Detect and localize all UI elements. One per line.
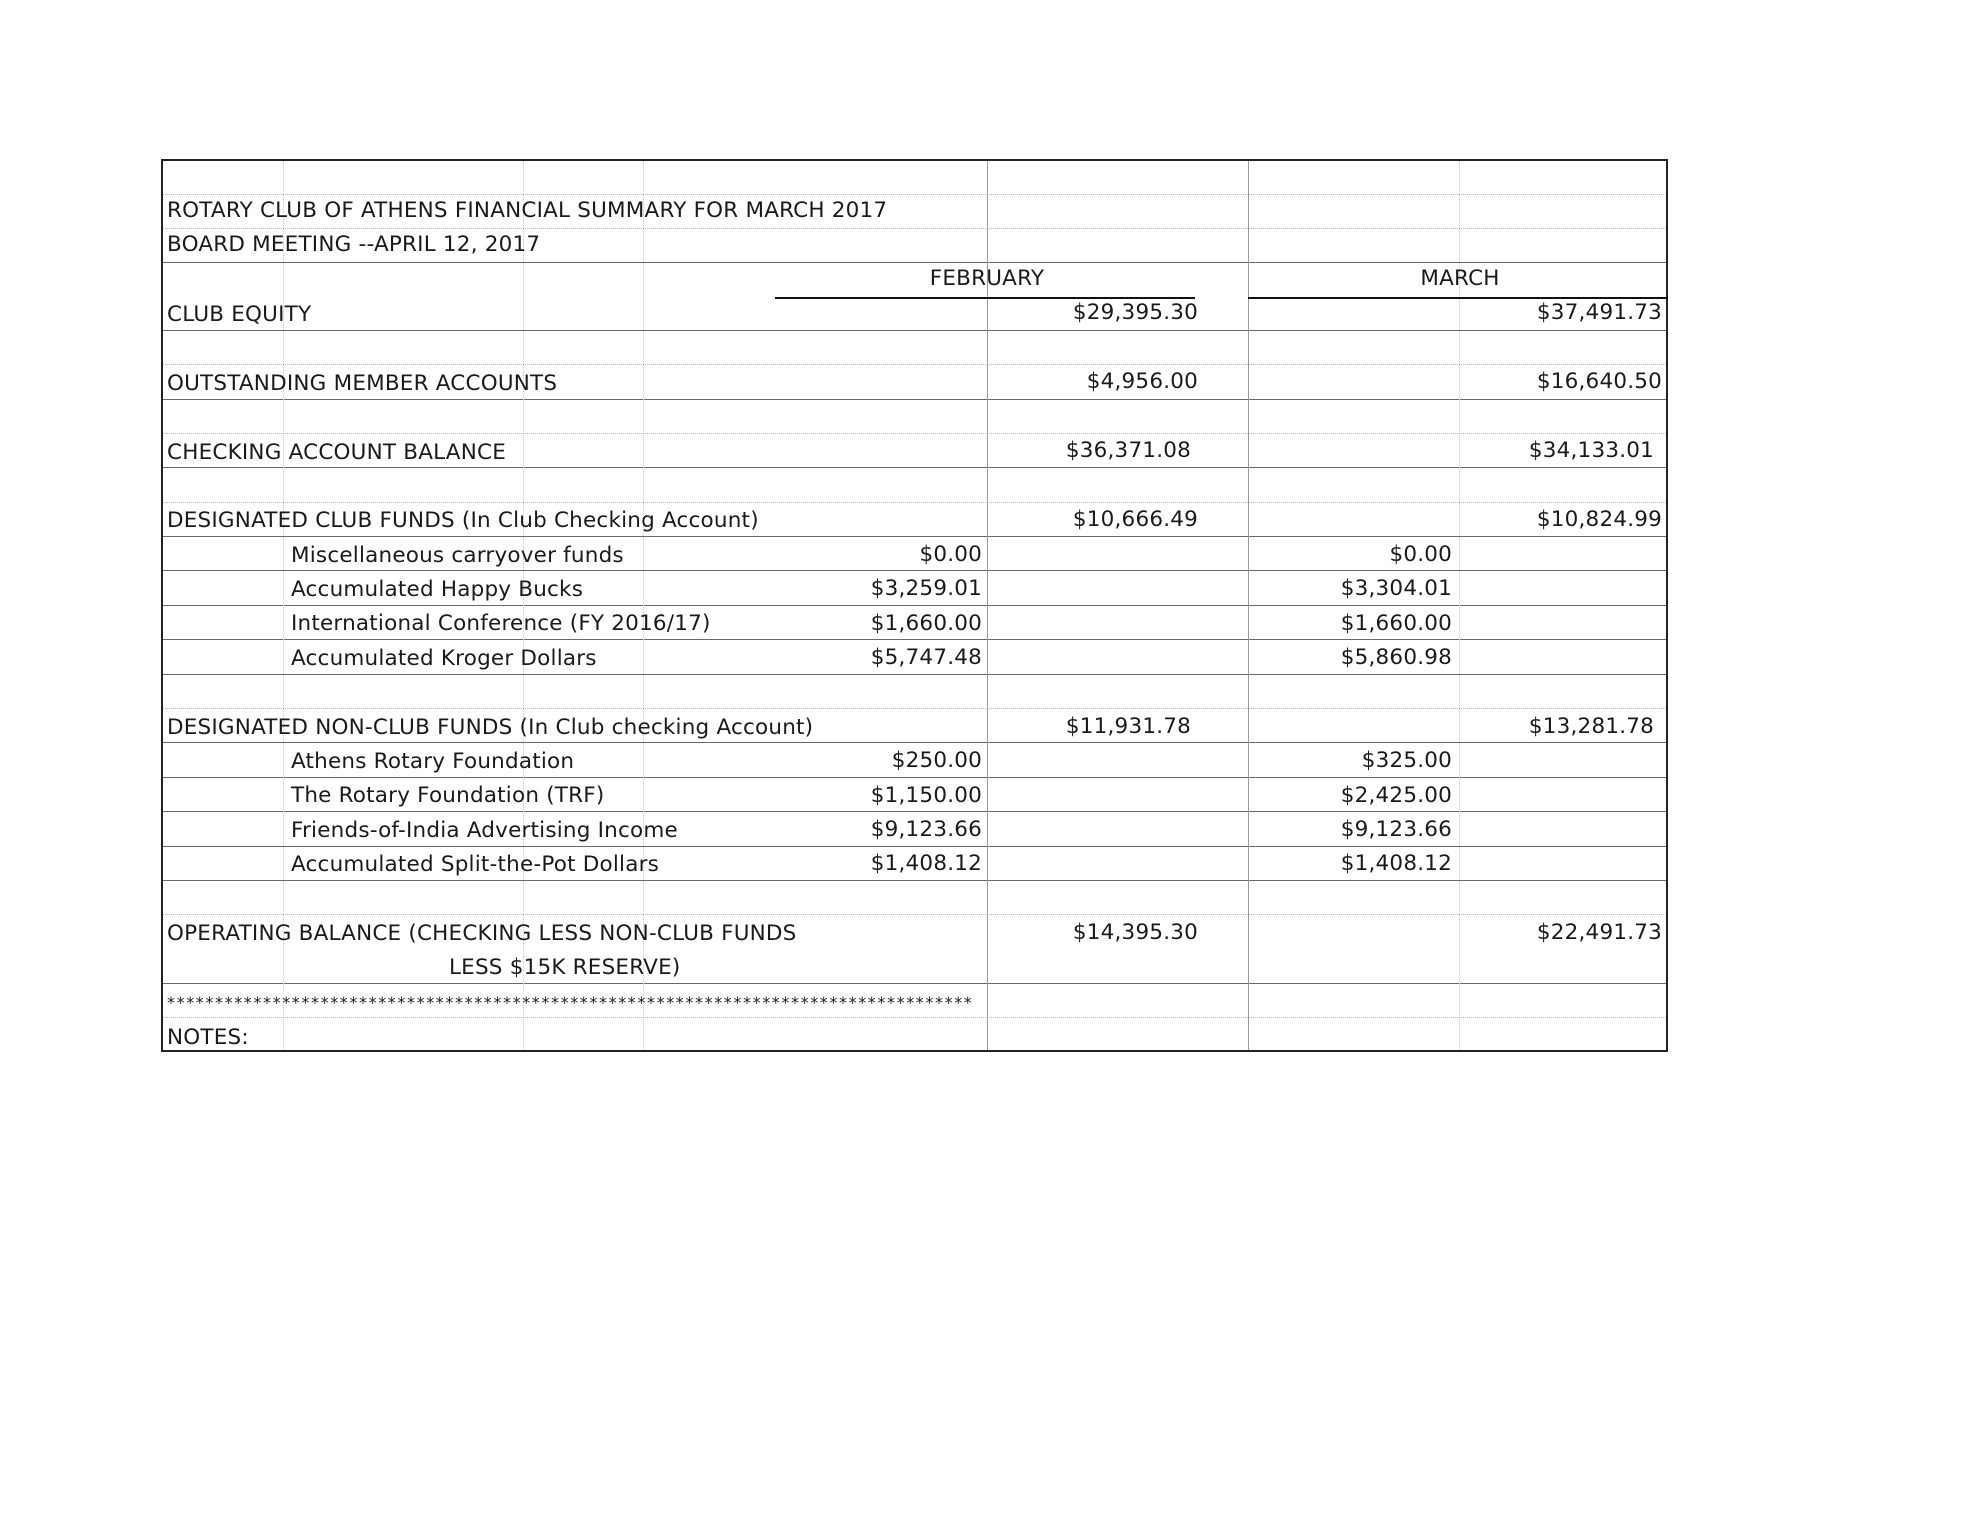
list-item-feb: $1,408.12 — [870, 851, 982, 876]
operating-balance-label-line1: OPERATING BALANCE (CHECKING LESS NON-CLUB FUNDS — [167, 921, 797, 946]
designated-club-label: DESIGNATED CLUB FUNDS (In Club Checking Account) — [167, 508, 759, 533]
checking-balance-label: CHECKING ACCOUNT BALANCE — [167, 440, 506, 465]
list-item-mar: $0.00 — [1389, 542, 1452, 567]
list-item-feb: $1,150.00 — [870, 783, 982, 808]
checking-balance-mar: $34,133.01 — [1528, 438, 1654, 463]
column-header-march: MARCH — [1420, 266, 1500, 291]
club-equity-label: CLUB EQUITY — [167, 302, 312, 327]
designated-nonclub-mar-total: $13,281.78 — [1528, 714, 1654, 739]
list-item-mar: $1,408.12 — [1340, 851, 1452, 876]
financial-summary-table — [161, 159, 1668, 1052]
outstanding-accounts-feb: $4,956.00 — [1086, 369, 1198, 394]
column-header-february: FEBRUARY — [929, 266, 1045, 291]
outstanding-accounts-label: OUTSTANDING MEMBER ACCOUNTS — [167, 371, 558, 396]
list-item-mar: $2,425.00 — [1340, 783, 1452, 808]
list-item-feb: $250.00 — [891, 748, 982, 773]
list-item-label: Friends-of-India Advertising Income — [291, 818, 678, 843]
list-item-mar: $3,304.01 — [1340, 576, 1452, 601]
list-item-mar: $5,860.98 — [1340, 645, 1452, 670]
club-equity-mar: $37,491.73 — [1536, 300, 1662, 325]
list-item-label: Accumulated Split-the-Pot Dollars — [291, 852, 660, 877]
list-item-label: International Conference (FY 2016/17) — [291, 611, 711, 636]
list-item-label: Accumulated Happy Bucks — [291, 577, 584, 602]
page-subtitle: BOARD MEETING --APRIL 12, 2017 — [167, 232, 541, 257]
list-item-feb: $5,747.48 — [870, 645, 982, 670]
list-item-label: Accumulated Kroger Dollars — [291, 646, 597, 671]
operating-balance-feb: $14,395.30 — [1072, 920, 1198, 945]
designated-club-mar-total: $10,824.99 — [1536, 507, 1662, 532]
designated-nonclub-feb-total: $11,931.78 — [1065, 714, 1191, 739]
list-item-label: Miscellaneous carryover funds — [291, 543, 624, 568]
list-item-label: The Rotary Foundation (TRF) — [291, 783, 605, 808]
designated-nonclub-label: DESIGNATED NON-CLUB FUNDS (In Club checking Account) — [167, 715, 814, 740]
list-item-feb: $0.00 — [919, 542, 982, 567]
outstanding-accounts-mar: $16,640.50 — [1536, 369, 1662, 394]
checking-balance-feb: $36,371.08 — [1065, 438, 1191, 463]
designated-club-feb-total: $10,666.49 — [1072, 507, 1198, 532]
notes-label: NOTES: — [167, 1025, 249, 1050]
operating-balance-mar: $22,491.73 — [1536, 920, 1662, 945]
list-item-feb: $3,259.01 — [870, 576, 982, 601]
operating-balance-label-line2: LESS $15K RESERVE) — [449, 955, 681, 980]
list-item-feb: $9,123.66 — [870, 817, 982, 842]
list-item-mar: $1,660.00 — [1340, 611, 1452, 636]
list-item-feb: $1,660.00 — [870, 611, 982, 636]
list-item-mar: $325.00 — [1361, 748, 1452, 773]
asterisk-separator: ************************************************************************************ — [167, 993, 974, 1012]
page-title: ROTARY CLUB OF ATHENS FINANCIAL SUMMARY FOR MARCH 2017 — [167, 198, 888, 223]
list-item-mar: $9,123.66 — [1340, 817, 1452, 842]
list-item-label: Athens Rotary Foundation — [291, 749, 575, 774]
club-equity-feb: $29,395.30 — [1072, 300, 1198, 325]
